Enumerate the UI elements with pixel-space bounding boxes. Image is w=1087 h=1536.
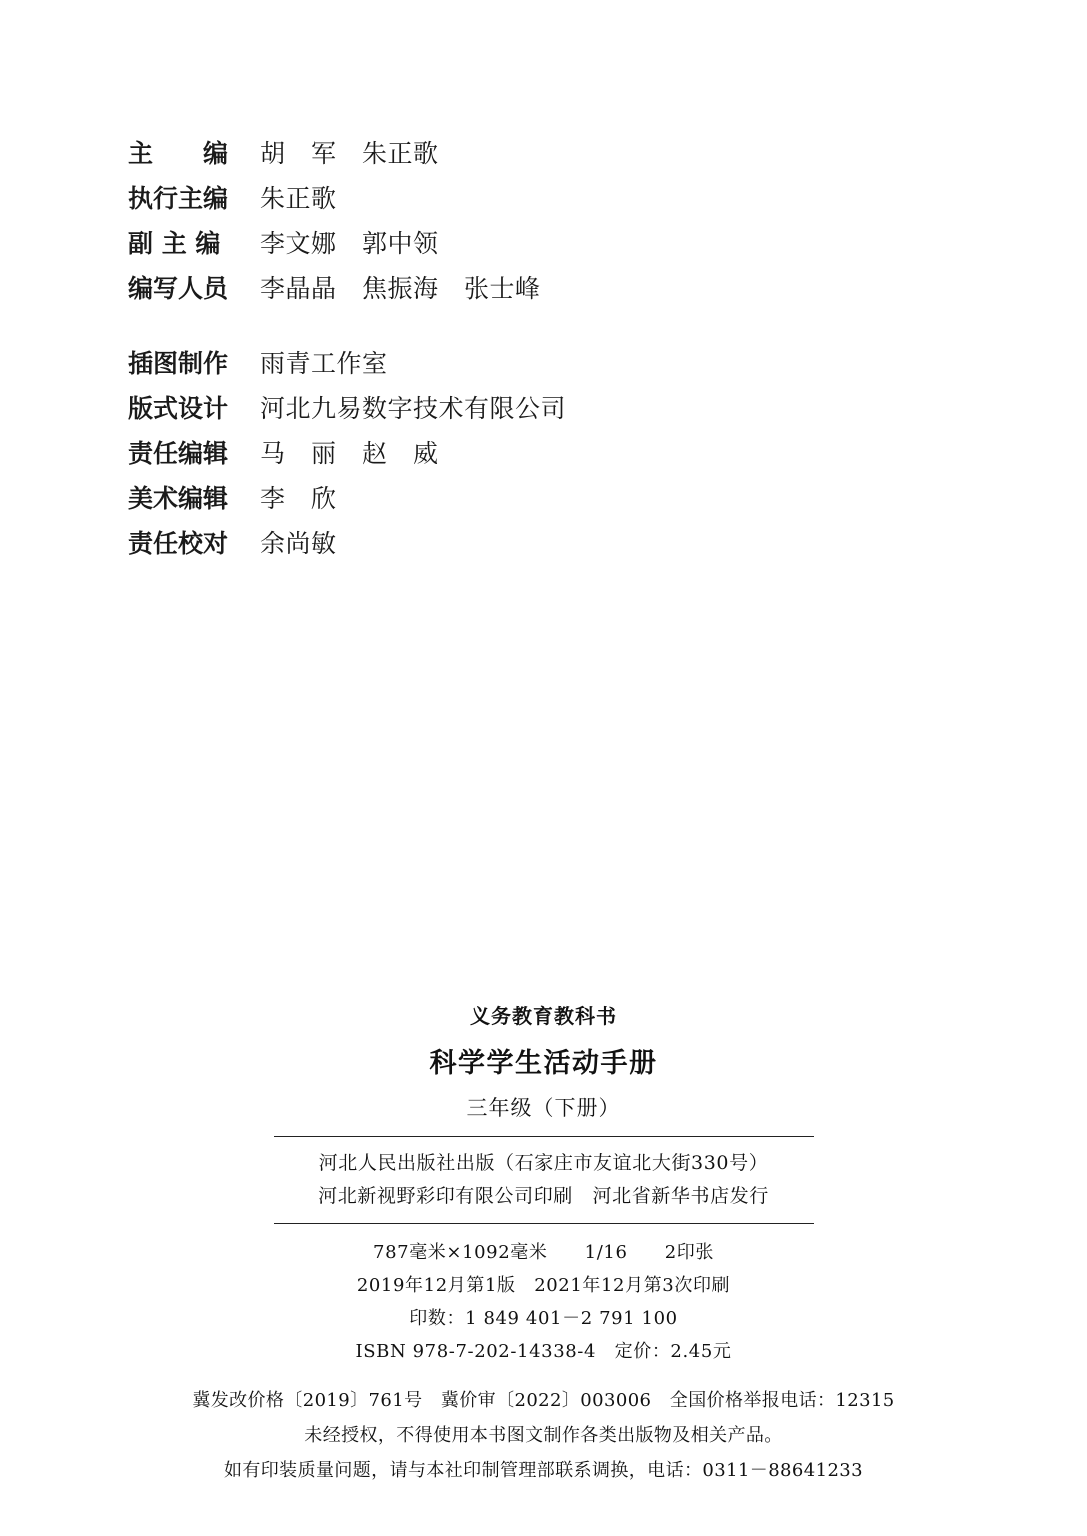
credit-label: 责任校对 <box>128 529 229 558</box>
credit-row <box>128 438 888 470</box>
credit-row <box>128 528 888 560</box>
publisher-info <box>0 1137 1087 1223</box>
notice-quality: 如有印装质量问题，请与本社印制管理部联系调换，电话：0311－88641233 <box>223 1459 864 1481</box>
credit-values: 李文娜 郭中领 <box>260 229 439 258</box>
credit-label: 执行主编 <box>128 184 229 213</box>
credit-label: 版式设计 <box>128 394 229 423</box>
credit-row <box>128 393 888 425</box>
publisher-line: 河北人民出版社出版（石家庄市友谊北大街330号） <box>318 1152 769 1174</box>
spec-size: 787毫米×1092毫米 1/16 2印张 <box>373 1241 714 1263</box>
credit-label: 插图制作 <box>128 349 229 378</box>
credit-row <box>128 228 888 260</box>
book-grade: 三年级（下册） <box>466 1096 621 1120</box>
credit-values: 朱正歌 <box>260 184 337 213</box>
colophon-block <box>0 1000 1087 1488</box>
credit-row <box>128 483 888 515</box>
credit-row <box>128 183 888 215</box>
credit-row <box>128 273 888 305</box>
book-title: 科学学生活动手册 <box>429 1048 658 1079</box>
spec-print-count: 印数：1 849 401－2 791 100 <box>409 1308 678 1330</box>
credit-row <box>128 348 888 380</box>
credit-values: 雨青工作室 <box>260 349 388 378</box>
notice-price-code: 冀发改价格〔2019〕761号 冀价审〔2022〕003006 全国价格举报电话：12315 <box>192 1389 895 1411</box>
credit-label: 美术编辑 <box>128 484 229 513</box>
credit-values: 河北九易数字技术有限公司 <box>260 394 567 423</box>
print-specs <box>0 1224 1087 1369</box>
printer-line: 河北新视野彩印有限公司印刷 河北省新华书店发行 <box>318 1185 769 1208</box>
credit-values: 李 欣 <box>260 484 337 513</box>
series-name: 义务教育教科书 <box>470 1004 617 1028</box>
credit-row <box>128 138 888 170</box>
credit-label: 责任编辑 <box>128 439 229 468</box>
notice-copyright: 未经授权，不得使用本书图文制作各类出版物及相关产品。 <box>304 1424 783 1446</box>
credit-label: 编写人员 <box>128 274 229 303</box>
credit-values: 胡 军 朱正歌 <box>260 139 439 168</box>
credit-values: 马 丽 赵 威 <box>260 439 439 468</box>
spec-edition: 2019年12月第1版 2021年12月第3次印刷 <box>356 1274 731 1296</box>
credit-values: 余尚敏 <box>260 529 337 558</box>
credit-values: 李晶晶 焦振海 张士峰 <box>260 274 541 303</box>
credits-block <box>128 138 888 573</box>
spec-isbn-price: ISBN 978-7-202-14338-4 定价：2.45元 <box>355 1341 732 1363</box>
credits-spacer <box>128 318 888 348</box>
credit-label: 副 主 编 <box>128 229 221 258</box>
credit-label: 主 编 <box>128 139 229 168</box>
legal-notices <box>0 1369 1087 1488</box>
